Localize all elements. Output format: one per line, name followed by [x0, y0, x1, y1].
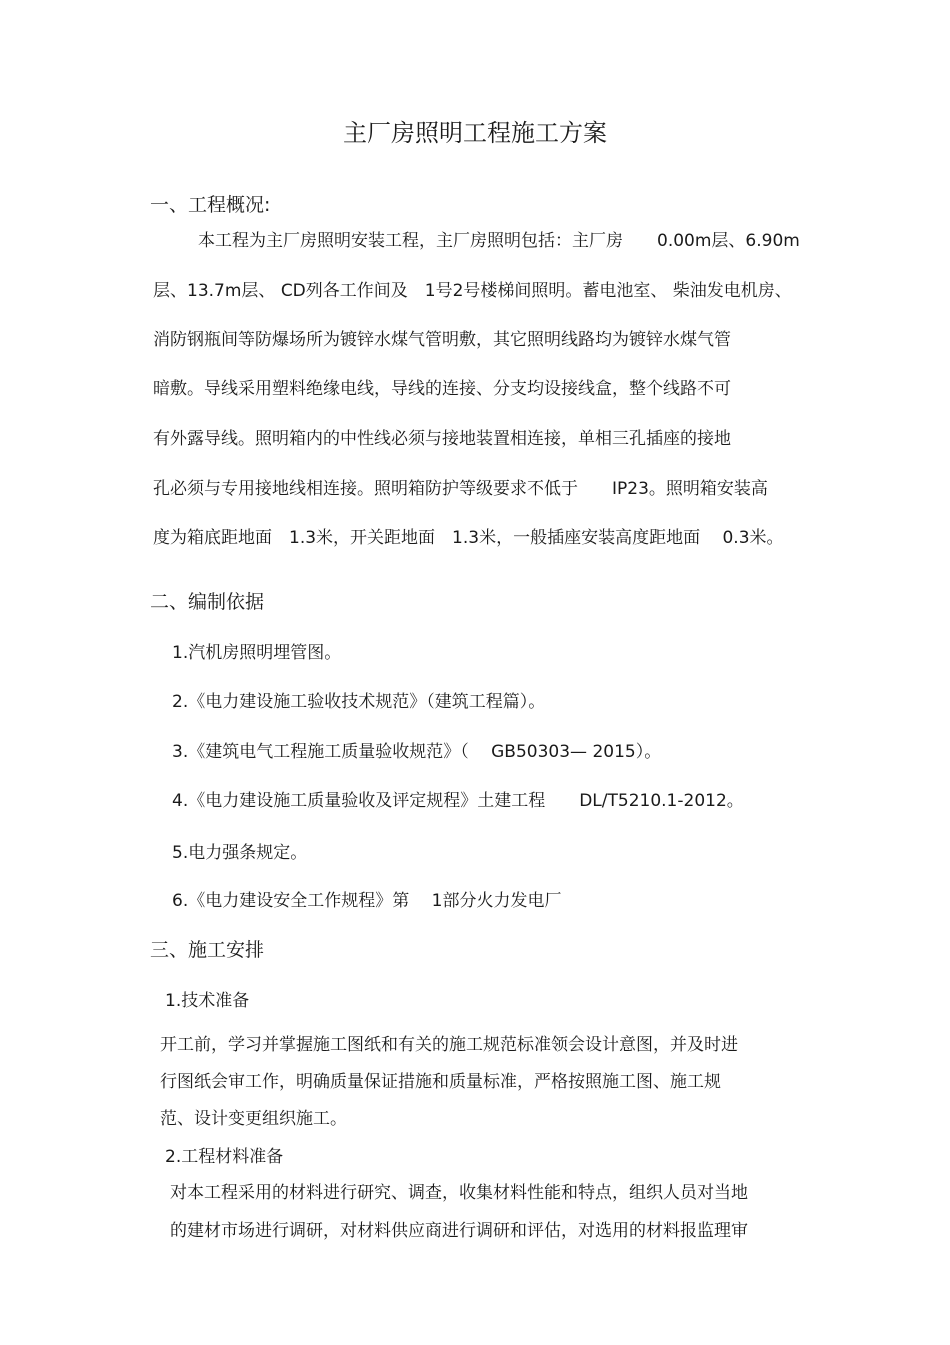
- subsection-heading-materials: 2.工程材料准备: [165, 1147, 284, 1167]
- paragraph-line: 消防钢瓶间等防爆场所为镀锌水煤气管明敷，其它照明线路均为镀锌水煤气管: [153, 330, 731, 350]
- paragraph-line: 层、13.7m层、 CD列各工作间及 1号2号楼梯间照明。蓄电池室、 柴油发电机房、: [153, 281, 792, 301]
- section-heading-overview: 一、工程概况:: [150, 194, 271, 216]
- paragraph-line: 有外露导线。照明箱内的中性线必须与接地装置相连接，单相三孔插座的接地: [153, 429, 731, 449]
- paragraph-line: 对本工程采用的材料进行研究、调查，收集材料性能和特点，组织人员对当地: [170, 1183, 748, 1203]
- list-item: 6.《电力建设安全工作规程》第 1部分火力发电厂: [172, 891, 562, 911]
- paragraph-line: 度为箱底距地面 1.3米，开关距地面 1.3米，一般插座安装高度距地面 0.3米。: [153, 528, 784, 548]
- section-heading-arrangement: 三、施工安排: [150, 939, 265, 961]
- paragraph-line: 暗敷。导线采用塑料绝缘电线，导线的连接、分支均设接线盒，整个线路不可: [153, 379, 731, 399]
- list-item: 1.汽机房照明埋管图。: [172, 643, 342, 663]
- list-item: 3.《建筑电气工程施工质量验收规范》（ GB50303— 2015）。: [172, 742, 662, 762]
- paragraph-line: 范、设计变更组织施工。: [160, 1109, 347, 1129]
- paragraph-line: 开工前，学习并掌握施工图纸和有关的施工规范标准领会设计意图，并及时进: [160, 1035, 738, 1055]
- paragraph-line: 本工程为主厂房照明安装工程，主厂房照明包括：主厂房 0.00m层、6.90m: [198, 231, 800, 251]
- subsection-heading-technical: 1.技术准备: [165, 991, 250, 1011]
- paragraph-line: 的建材市场进行调研，对材料供应商进行调研和评估，对选用的材料报监理审: [170, 1221, 748, 1241]
- list-item: 2.《电力建设施工验收技术规范》（建筑工程篇）。: [172, 692, 546, 712]
- list-item: 4.《电力建设施工质量验收及评定规程》土建工程 DL/T5210.1-2012。: [172, 791, 744, 811]
- document-title: 主厂房照明工程施工方案: [343, 119, 607, 147]
- section-heading-basis: 二、编制依据: [150, 591, 265, 613]
- paragraph-line: 行图纸会审工作，明确质量保证措施和质量标准，严格按照施工图、施工规: [160, 1072, 721, 1092]
- paragraph-line: 孔必须与专用接地线相连接。照明箱防护等级要求不低于 IP23。照明箱安装高: [153, 479, 768, 499]
- list-item: 5.电力强条规定。: [172, 843, 308, 863]
